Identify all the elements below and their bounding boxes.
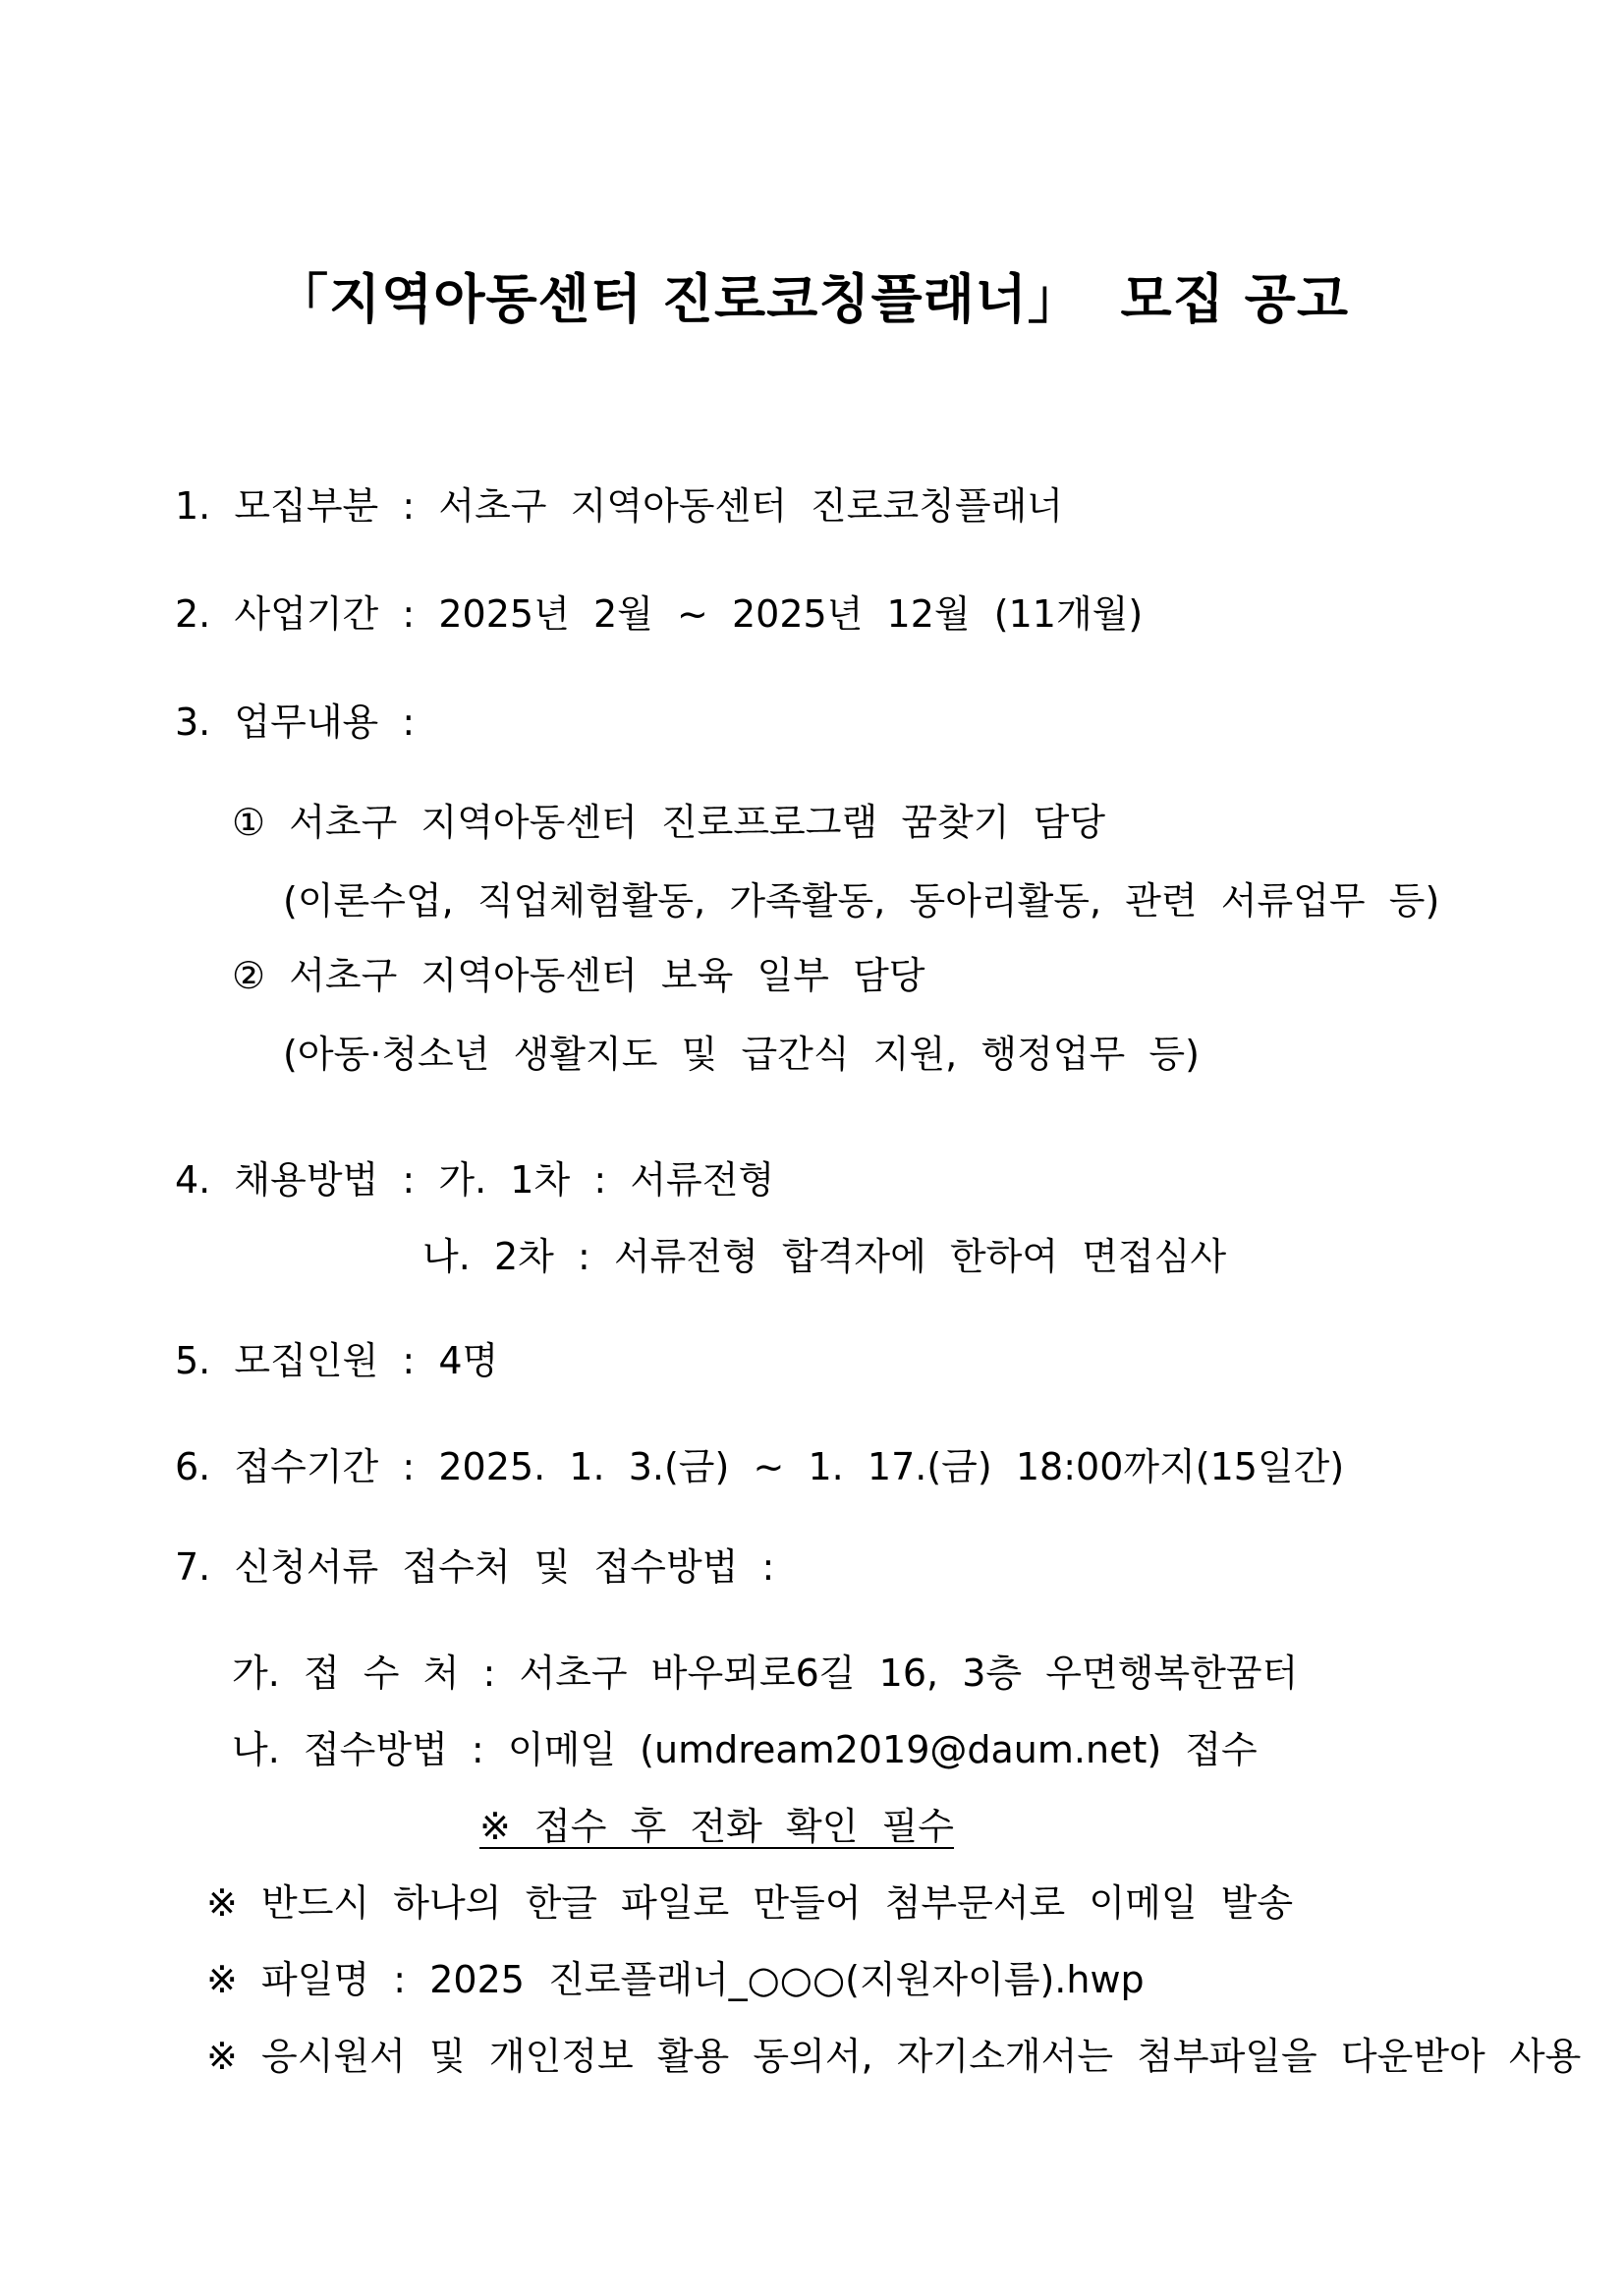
duty-2-detail: (아동·청소년 생활지도 및 급간식 지원, 행정업무 등) xyxy=(283,1033,1200,1076)
item-application-period: 6. 접수기간 : 2025. 1. 3.(금) ~ 1. 17.(금) 18:00까지(15일간) xyxy=(175,1445,1345,1488)
duty-1: ① 서초구 지역아동센터 진로프로그램 꿈찾기 담당 xyxy=(232,801,1106,844)
item-duties-heading: 3. 업무내용 : xyxy=(175,700,416,744)
item-project-period: 2. 사업기간 : 2025년 2월 ~ 2025년 12월 (11개월) xyxy=(175,592,1144,636)
page-title: 「지역아동센터 진로코칭플래너」 모집 공고 xyxy=(275,268,1349,330)
submission-method: 나. 접수방법 : 이메일 (umdream2019@daum.net) 접수 xyxy=(232,1728,1258,1771)
item-headcount: 5. 모집인원 : 4명 xyxy=(175,1339,499,1382)
note-attachments: ※ 응시원서 및 개인정보 활용 동의서, 자기소개서는 첨부파일을 다운받아 사용 xyxy=(206,2035,1582,2078)
note-file-name: ※ 파일명 : 2025 진로플래너_○○○(지원자이름).hwp xyxy=(206,1958,1145,2001)
submission-location: 가. 접 수 처 : 서초구 바우뫼로6길 16, 3층 우면행복한꿈터 xyxy=(232,1652,1299,1695)
note-single-file: ※ 반드시 하나의 한글 파일로 만들어 첨부문서로 이메일 발송 xyxy=(206,1881,1294,1925)
item-recruit-field: 1. 모집부분 : 서초구 지역아동센터 진로코칭플래너 xyxy=(175,484,1064,528)
hiring-method-stage-2: 나. 2차 : 서류전형 합격자에 한하여 면접심사 xyxy=(422,1235,1227,1278)
phone-confirmation-note: ※ 접수 후 전화 확인 필수 xyxy=(479,1805,955,1848)
item-submission-heading: 7. 신청서류 접수처 및 접수방법 : xyxy=(175,1545,775,1589)
item-hiring-method: 4. 채용방법 : 가. 1차 : 서류전형 xyxy=(175,1158,775,1202)
duty-1-detail: (이론수업, 직업체험활동, 가족활동, 동아리활동, 관련 서류업무 등) xyxy=(283,879,1440,923)
duty-2: ② 서초구 지역아동센터 보육 일부 담당 xyxy=(232,954,925,997)
